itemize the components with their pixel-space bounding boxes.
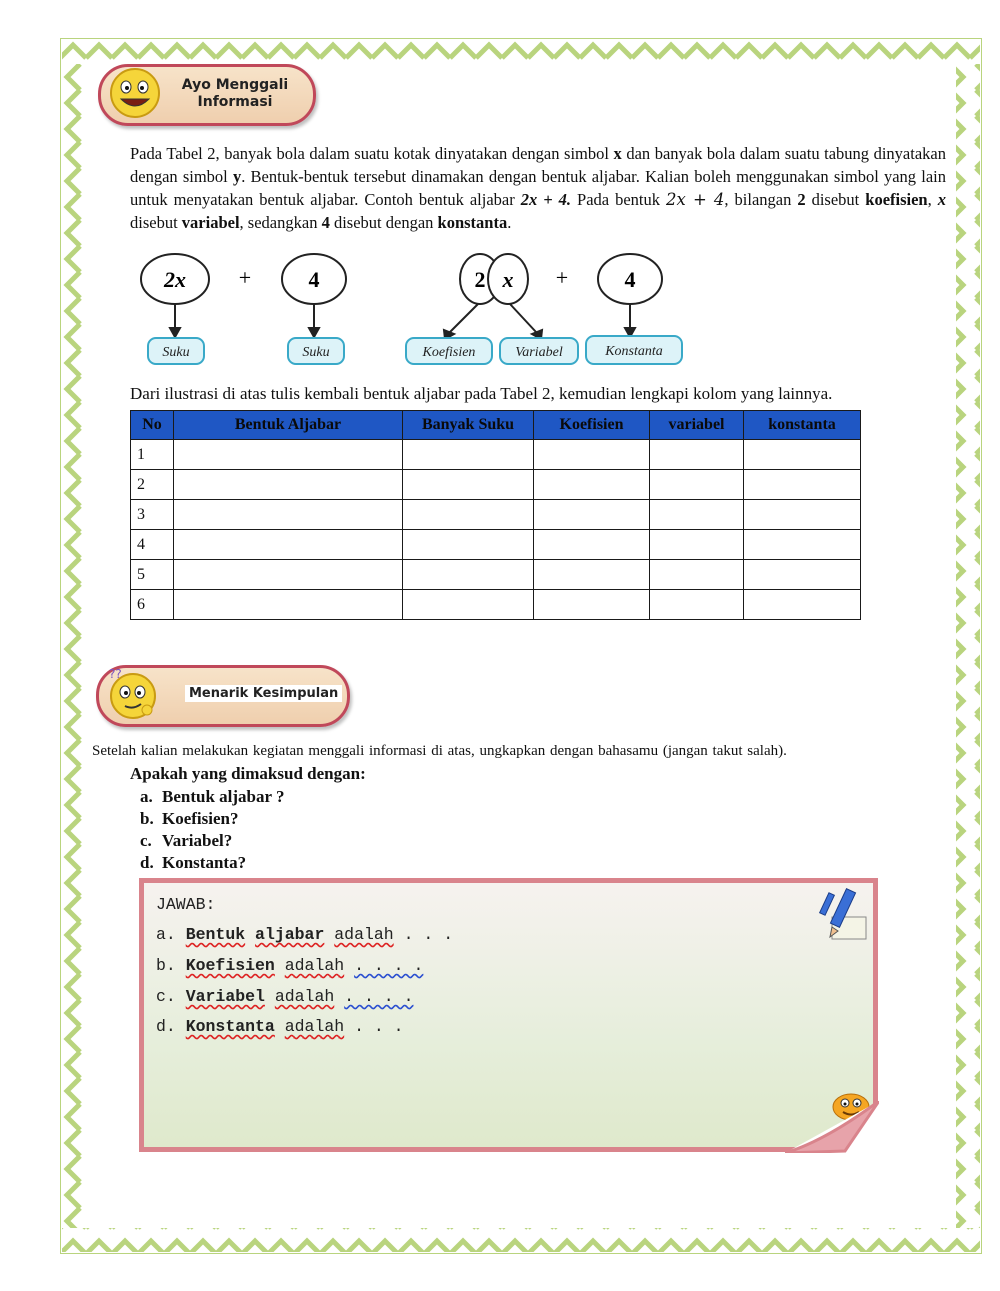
algebra-diagram: [128, 248, 688, 376]
table-row: 5: [131, 560, 861, 590]
svg-text:??: ??: [109, 667, 122, 681]
answer-line-b: b. Koefisien adalah . . . .: [156, 956, 424, 975]
term-4-text: 4: [308, 267, 320, 292]
conclusion-instruction: Setelah kalian melakukan kegiatan menggali informasi di atas, ungkapkan dengan bahasamu (jangan takut salah).: [92, 743, 787, 759]
answer-line-d: d. Konstanta adalah . . .: [156, 1017, 404, 1036]
smiley-face-icon: [105, 63, 165, 123]
label-suku-1: Suku: [162, 345, 190, 360]
col-no: No: [131, 411, 174, 440]
table-row: 4: [131, 530, 861, 560]
list-item: a. Bentuk aljabar ?: [140, 787, 285, 806]
answer-table: [130, 410, 861, 620]
label-variabel: Variabel: [515, 345, 563, 360]
intro-paragraph: Pada Tabel 2, banyak bola dalam suatu kotak dinyatakan dengan simbol x dan banyak bola dalam suatu tabung dinyatakan dengan simbol y. Bentuk-bentuk tersebut dinamakan dengan bentuk aljabar. Kalian boleh menggunakan simbol yang lain untuk menyatakan bentuk aljabar. Contoh bentuk aljabar 2x + 4. Pada bentuk 2x + 4, bilangan 2 disebut koefisien, x disebut variabel, sedangkan 4 disebut dengan konstanta.: [130, 144, 946, 232]
list-item: b. Koefisien?: [140, 809, 239, 828]
page-curl-decoration: [785, 1101, 879, 1153]
question-list: [140, 786, 285, 874]
term-2x-text: 2x: [164, 267, 186, 292]
answer-textbox[interactable]: [139, 878, 878, 1152]
table-row: 2: [131, 470, 861, 500]
answer-line-c: c. Variabel adalah . . . .: [156, 987, 414, 1006]
col-koefisien: Koefisien: [534, 411, 650, 440]
col-konstanta: konstanta: [744, 411, 861, 440]
label-suku-2: Suku: [302, 345, 330, 360]
list-item: c. Variabel?: [140, 831, 233, 850]
const-text: 4: [624, 267, 636, 292]
question-heading: Apakah yang dimaksud dengan:: [130, 764, 366, 783]
thinking-smiley-icon: [103, 664, 163, 724]
plus-sign: +: [238, 265, 252, 290]
banner-title: Menarik Kesimpulan: [185, 685, 342, 702]
banner-title-line2: Informasi: [197, 94, 273, 110]
table-row: 3: [131, 500, 861, 530]
label-konstanta: Konstanta: [605, 344, 663, 359]
table-instruction: Dari ilustrasi di atas tulis kembali bentuk aljabar pada Tabel 2, kemudian lengkapi kolom yang lainnya.: [130, 384, 833, 403]
table-row: 6: [131, 590, 861, 620]
list-item: d. Konstanta?: [140, 853, 247, 872]
col-variabel: variabel: [650, 411, 744, 440]
label-koefisien: Koefisien: [422, 345, 476, 360]
section-banner-kesimpulan: [96, 665, 350, 727]
answer-line-a: a. Bentuk aljabar adalah . . .: [156, 925, 454, 944]
var-text: x: [502, 267, 514, 292]
banner-title-line1: Ayo Menggali: [181, 77, 289, 93]
section-banner-informasi: [98, 64, 316, 126]
table-row: 1: [131, 440, 861, 470]
col-banyak-suku: Banyak Suku: [403, 411, 534, 440]
answer-heading: JAWAB:: [156, 895, 216, 914]
col-bentuk-aljabar: Bentuk Aljabar: [174, 411, 403, 440]
pencil-icon: [818, 887, 870, 943]
coef-text: 2: [474, 267, 486, 292]
plus-sign-2: +: [555, 265, 569, 290]
